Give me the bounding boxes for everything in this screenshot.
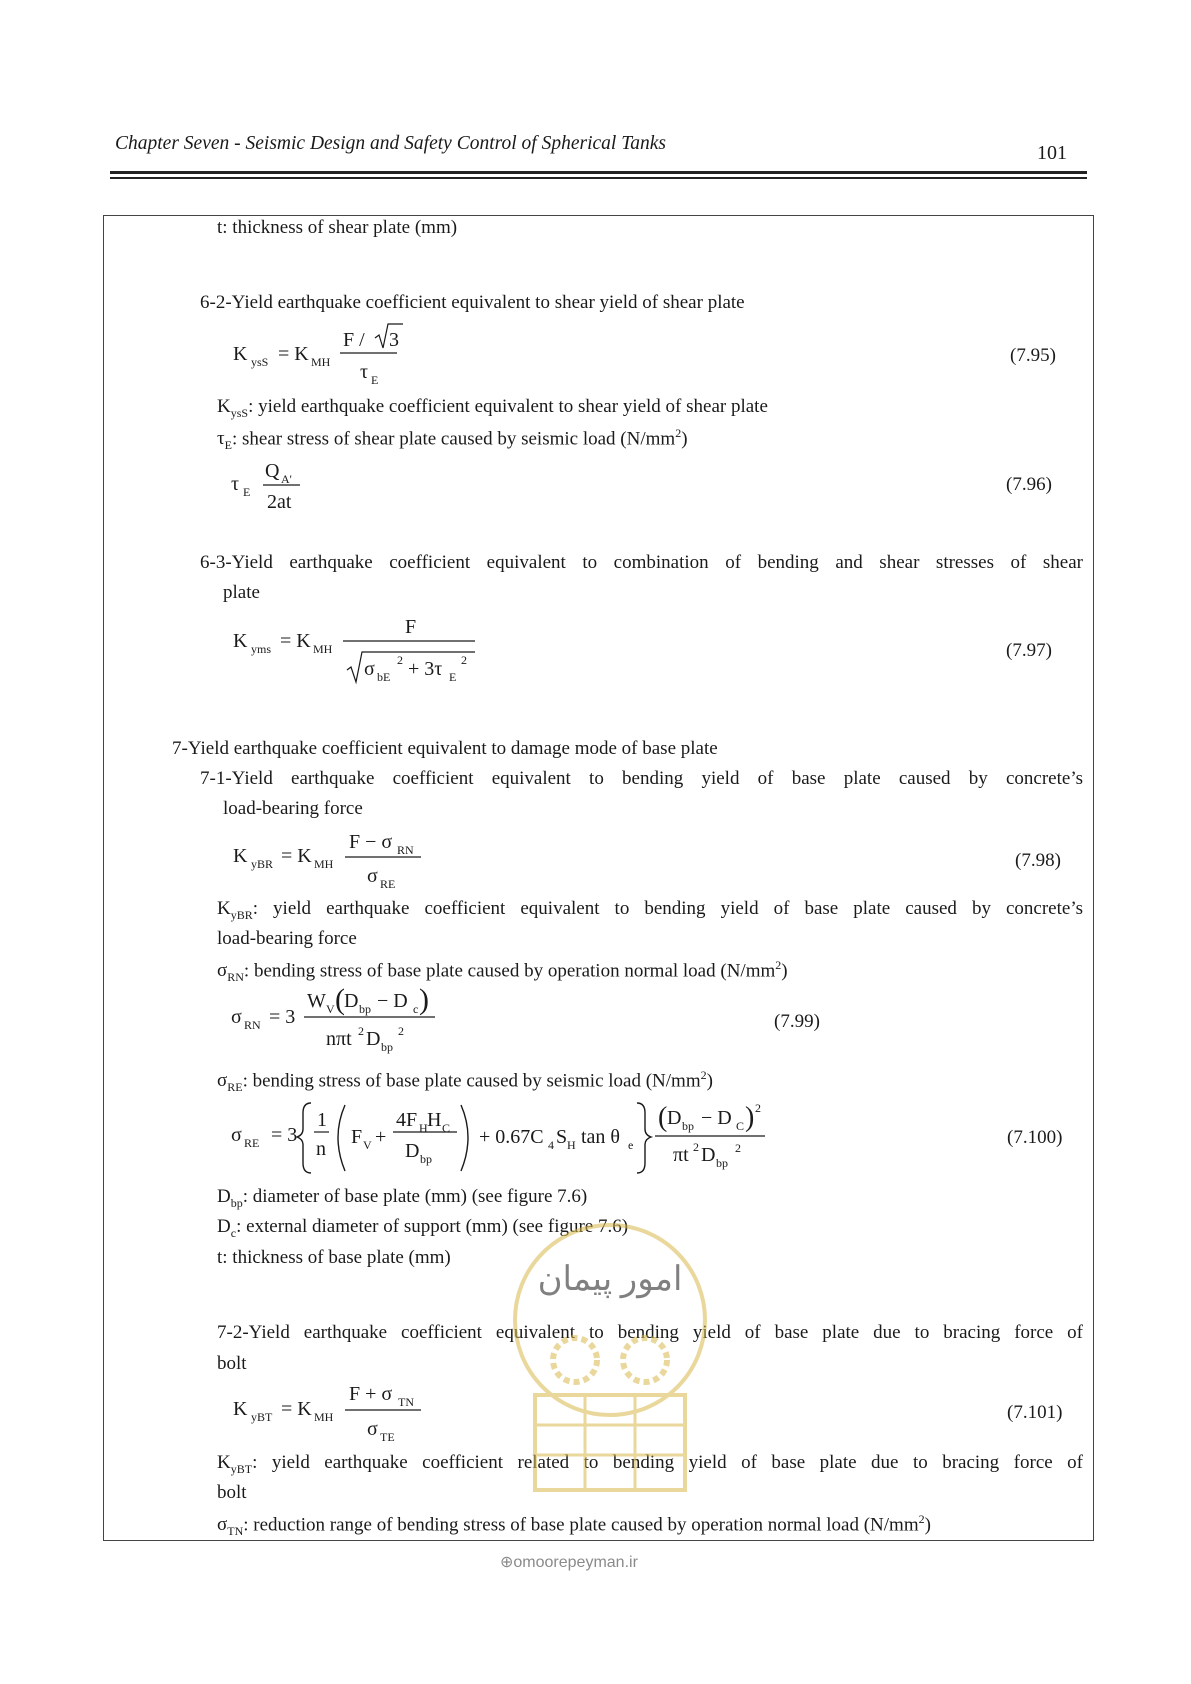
- svg-text:RN: RN: [244, 1018, 261, 1032]
- svg-text:− D: − D: [377, 990, 408, 1012]
- watermark-site-text: omoorepeyman.ir: [513, 1554, 638, 1571]
- sigRN-definition-text: : bending stress of base plate caused by operation normal load (N/mm: [243, 960, 776, 982]
- dbp-definition-text: : diameter of base plate (mm) (see figure 7.6): [242, 1186, 588, 1207]
- svg-text:yBT: yBT: [251, 1410, 273, 1424]
- header-rule-thick: [110, 171, 1087, 174]
- equation-7-99: [225, 982, 455, 1057]
- svg-text:e: e: [628, 1138, 634, 1152]
- svg-text:E: E: [371, 373, 379, 387]
- section-7-2-heading-line1: 7-2-Yield earthquake coefficient equivalent to bending yield of base plate due to bracing force of: [217, 1322, 1083, 1343]
- tauE-symbol: $\tau_E$: [217, 428, 232, 453]
- kybr-definition-text: : yield earthquake coefficient equivalent to bending yield of base plate caused by concrete’s: [252, 898, 1083, 919]
- equation-number-7-98: (7.98): [1015, 850, 1061, 871]
- watermark-site: [500, 1552, 638, 1572]
- svg-text:K: K: [233, 630, 248, 652]
- svg-text:K: K: [233, 343, 248, 365]
- svg-text:F: F: [351, 1126, 363, 1148]
- svg-text:D: D: [405, 1140, 420, 1162]
- kyss-definition-text: : yield earthquake coefficient equivalent to shear yield of shear plate: [248, 396, 768, 417]
- svg-text:F + σ: F + σ: [349, 1383, 393, 1405]
- svg-text:σ: σ: [367, 865, 378, 887]
- svg-text:σ: σ: [231, 1006, 242, 1028]
- dc-definition-text: : external diameter of support (mm) (see figure 7.6): [236, 1216, 629, 1237]
- svg-text:F − σ: F − σ: [349, 831, 393, 853]
- svg-text:+: +: [375, 1126, 387, 1148]
- globe-icon: ⊕: [500, 1554, 514, 1571]
- svg-text:D: D: [366, 1028, 381, 1050]
- svg-text:H: H: [419, 1121, 428, 1135]
- svg-text:n: n: [316, 1138, 326, 1160]
- equation-7-95: [225, 322, 425, 390]
- equation-number-7-96: (7.96): [1006, 474, 1052, 495]
- svg-text:F: F: [405, 616, 417, 638]
- svg-text:D: D: [667, 1107, 682, 1129]
- svg-text:bE: bE: [377, 670, 391, 684]
- sigRE-symbol: $\sigma_{RE}$: [217, 1070, 243, 1095]
- svg-text:σ: σ: [367, 1418, 378, 1440]
- svg-text:= K: = K: [280, 630, 311, 652]
- equation-7-98: [225, 826, 445, 891]
- sigRE-definition-text: : bending stress of base plate caused by seismic load (N/mm: [242, 1070, 701, 1092]
- svg-text:D: D: [701, 1144, 716, 1166]
- kyss-definition: [217, 397, 768, 419]
- section-7-1-heading-line2: load-bearing force: [223, 798, 363, 819]
- watermark-logo: [480, 1210, 740, 1530]
- svg-text:RN: RN: [397, 843, 414, 857]
- svg-text:K: K: [233, 1398, 248, 1420]
- kybr-symbol: $K_{yBR}$: [217, 898, 253, 922]
- svg-text:C: C: [442, 1121, 451, 1135]
- svg-text:MH: MH: [311, 355, 331, 369]
- svg-text:bp: bp: [381, 1040, 393, 1054]
- svg-text:πt: πt: [673, 1144, 689, 1166]
- svg-text:yms: yms: [251, 642, 272, 656]
- t-base-definition: t: thickness of base plate (mm): [217, 1247, 451, 1268]
- equation-number-7-99: (7.99): [774, 1011, 820, 1032]
- svg-text:MH: MH: [314, 1410, 334, 1424]
- svg-text:1: 1: [317, 1109, 327, 1131]
- section-6-3-heading-line2: plate: [223, 582, 260, 603]
- svg-text:4: 4: [548, 1138, 554, 1152]
- kybt-definition-text: : yield earthquake coefficient related to bending yield of base plate due to bracing force of: [252, 1452, 1083, 1473]
- svg-text:Q: Q: [265, 460, 280, 482]
- svg-text:W: W: [307, 990, 326, 1012]
- svg-text:bp: bp: [716, 1156, 728, 1170]
- equation-7-97: [225, 612, 485, 687]
- svg-text:RE: RE: [244, 1136, 260, 1150]
- svg-text:(: (: [658, 1102, 668, 1133]
- watermark-logo-text: امور پیمان: [537, 1261, 683, 1298]
- svg-text:3: 3: [389, 329, 399, 351]
- svg-text:S: S: [556, 1126, 568, 1148]
- svg-text:tan θ: tan θ: [581, 1126, 621, 1148]
- svg-text:= 3: = 3: [269, 1006, 296, 1028]
- svg-text:bp: bp: [682, 1119, 694, 1133]
- equation-number-7-97: (7.97): [1006, 640, 1052, 661]
- svg-text:= K: = K: [281, 845, 312, 867]
- svg-text:TN: TN: [398, 1395, 414, 1409]
- svg-text:RE: RE: [380, 877, 396, 891]
- svg-text:= 3: = 3: [271, 1124, 298, 1146]
- svg-text:ysS: ysS: [251, 355, 269, 369]
- sigTN-symbol: $\sigma_{TN}$: [217, 1514, 244, 1539]
- svg-text:− D: − D: [701, 1107, 732, 1129]
- svg-text:E: E: [243, 485, 251, 499]
- kybr-definition-line1: [217, 899, 1083, 921]
- kyss-symbol: $K_{ysS}$: [217, 396, 249, 420]
- svg-text:c: c: [413, 1002, 419, 1016]
- kybt-definition-line2: bolt: [217, 1482, 247, 1503]
- chapter-title: Chapter Seven - Seismic Design and Safety Control of Spherical Tanks: [115, 133, 666, 154]
- section-6-3-heading-line1: 6-3-Yield earthquake coefficient equivalent to combination of bending and shear stresses of shear: [200, 552, 1083, 573]
- svg-text:): ): [745, 1102, 755, 1133]
- sigTN-definition: $\sigma_{TN}$: reduction range of bending stress of base plate caused by operation normal load $(N/mm^2)$: [217, 1512, 931, 1539]
- svg-text:2: 2: [358, 1024, 364, 1038]
- svg-text:σ: σ: [231, 1124, 242, 1146]
- svg-text:E: E: [449, 670, 457, 684]
- svg-text:+ 3τ: + 3τ: [408, 658, 443, 680]
- svg-text:(: (: [335, 983, 345, 1016]
- equation-7-100: [225, 1095, 785, 1175]
- section-6-2-heading: 6-2-Yield earthquake coefficient equivalent to shear yield of shear plate: [200, 292, 745, 313]
- svg-text:τ: τ: [231, 473, 240, 495]
- equation-7-96: [225, 455, 345, 515]
- sigRN-symbol: $\sigma_{RN}$: [217, 960, 244, 985]
- equation-number-7-101: (7.101): [1007, 1402, 1063, 1423]
- svg-text:yBR: yBR: [251, 857, 274, 871]
- svg-text:nπt: nπt: [326, 1028, 352, 1050]
- svg-text:2: 2: [755, 1101, 761, 1115]
- svg-text:A': A': [281, 472, 292, 486]
- equation-number-7-95: (7.95): [1010, 345, 1056, 366]
- svg-text:2: 2: [461, 653, 467, 667]
- svg-text:4F: 4F: [396, 1109, 418, 1131]
- svg-text:2: 2: [397, 653, 403, 667]
- header-rule-thin: [110, 177, 1087, 179]
- svg-text:bp: bp: [359, 1002, 371, 1016]
- dbp-symbol: $D_{bp}$: [217, 1186, 243, 1210]
- svg-text:H: H: [427, 1109, 442, 1131]
- svg-text:2: 2: [398, 1024, 404, 1038]
- svg-text:MH: MH: [314, 857, 334, 871]
- sigRN-definition: $\sigma_{RN}$: bending stress of base plate caused by operation normal load $(N/mm^2)$: [217, 958, 788, 985]
- svg-text:): ): [419, 983, 429, 1016]
- t-shear-definition: t: thickness of shear plate (mm): [217, 217, 458, 238]
- section-7-heading: 7-Yield earthquake coefficient equivalent to damage mode of base plate: [172, 738, 718, 759]
- svg-text:V: V: [363, 1138, 372, 1152]
- kybt-symbol: $K_{yBT}$: [217, 1452, 253, 1476]
- svg-text:= K: = K: [281, 1398, 312, 1420]
- svg-text:bp: bp: [420, 1152, 432, 1166]
- svg-text:τ: τ: [360, 361, 369, 383]
- dbp-definition: [217, 1187, 587, 1209]
- svg-text:D: D: [344, 990, 359, 1012]
- sigTN-definition-text: : reduction range of bending stress of base plate caused by operation normal load (N/mm: [243, 1514, 919, 1536]
- tauE-definition-text: : shear stress of shear plate caused by seismic load (N/mm: [231, 428, 676, 450]
- svg-text:= K: = K: [278, 343, 309, 365]
- svg-text:C: C: [736, 1119, 745, 1133]
- svg-text:K: K: [233, 845, 248, 867]
- svg-text:F /: F /: [343, 329, 365, 351]
- section-7-2-heading-line2: bolt: [217, 1353, 247, 1374]
- tauE-definition: $\tau_E$: shear stress of shear plate caused by seismic load $(N/mm^2)$: [217, 426, 688, 453]
- svg-text:2: 2: [735, 1141, 741, 1155]
- svg-text:H: H: [567, 1138, 576, 1152]
- page-number: 101: [1037, 142, 1067, 164]
- svg-text:2at: 2at: [267, 491, 292, 513]
- svg-text:V: V: [326, 1002, 335, 1016]
- svg-text:TE: TE: [380, 1430, 395, 1443]
- svg-text:+ 0.67C: + 0.67C: [479, 1126, 544, 1148]
- sigRE-definition: $\sigma_{RE}$: bending stress of base plate caused by seismic load $(N/mm^2)$: [217, 1068, 713, 1095]
- section-7-1-heading-line1: 7-1-Yield earthquake coefficient equivalent to bending yield of base plate caused by concrete’s: [200, 768, 1083, 789]
- svg-text:MH: MH: [313, 642, 333, 656]
- svg-text:2: 2: [693, 1140, 699, 1154]
- equation-number-7-100: (7.100): [1007, 1127, 1063, 1148]
- equation-7-101: [225, 1378, 445, 1443]
- svg-text:σ: σ: [364, 658, 375, 680]
- dc-symbol: $D_c$: [217, 1216, 237, 1240]
- kybr-definition-line2: load-bearing force: [217, 928, 357, 949]
